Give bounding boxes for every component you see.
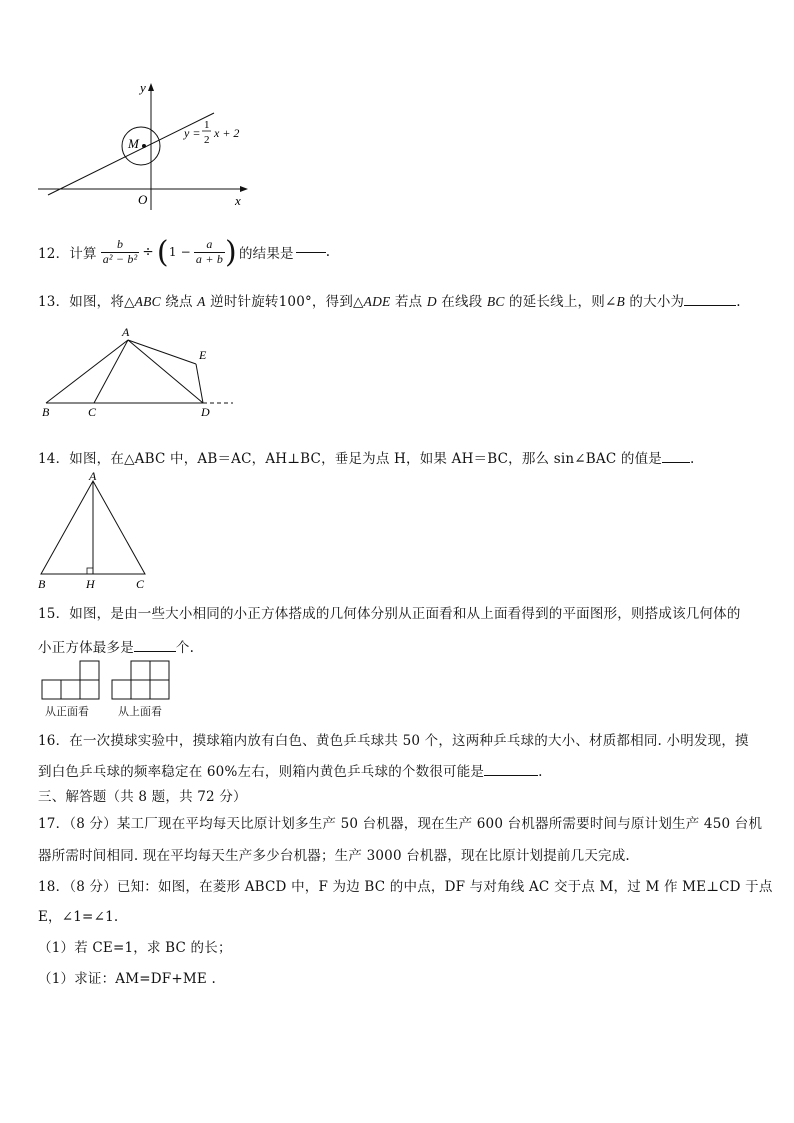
front-view-label: 从正面看 [45, 705, 89, 718]
label-d: D [201, 405, 210, 419]
label-h: H [86, 577, 95, 591]
answer-blank[interactable] [134, 650, 176, 652]
point-m [142, 144, 146, 148]
answer-blank[interactable] [684, 304, 736, 306]
label-c: C [88, 405, 97, 419]
y-axis [148, 83, 154, 210]
fraction-2: $\frac{a}{a + b}$ [195, 236, 224, 266]
origin-label: O [138, 192, 148, 207]
question-16-line2: 到白色乒乓球的频率稳定在 60%左右，则箱内黄色乒乓球的个数很可能是 . [38, 764, 543, 780]
fraction-1: $\frac{b}{\text{a² − b²}}$ [102, 236, 138, 266]
question-17-line1: 17．（8 分）某工厂现在平均每天比原计划多生产 50 台机器，现在生产 600 台机器所需要时间与原计划生产 450 台机 [38, 816, 763, 832]
line-equation [183, 119, 239, 146]
question-12: 12．计算 $\frac{b}{\text{a² − b²}}$ ÷ ( 1 − $\frac{a}{a + b}$ ) 的结果是 . [38, 234, 331, 270]
q11-coordinate-figure [36, 80, 258, 214]
y-axis-label: y [140, 80, 146, 95]
question-18-part1: （1）若 CE=1，求 BC 的长； [38, 940, 232, 956]
svg-text:2: 2 [204, 134, 210, 146]
answer-blank[interactable] [296, 251, 326, 253]
question-13: 13．如图，将△ABC 绕点 A 逆时针旋转100°，得到△ADE 若点 D 在线段 BC 的延长线上，则∠B 的大小为 . [38, 294, 741, 310]
question-18-part2: （1）求证：AM=DF+ME . [38, 971, 216, 987]
svg-text:y =: y = [184, 126, 201, 140]
point-m-label: M [128, 136, 139, 151]
question-18-line1: 18．（8 分）已知：如图，在菱形 ABCD 中，F 为边 BC 的中点，DF 与对角线 AC 交于点 M，过 M 作 ME⊥CD 于点 [38, 879, 773, 895]
front-view [42, 661, 99, 699]
x-axis-label: x [235, 193, 241, 208]
svg-text:1: 1 [204, 119, 210, 131]
label-c: C [136, 577, 145, 591]
question-15-line1: 15．如图，是由一些大小相同的小正方体搭成的几何体分别从正面看和从上面看得到的平面图形，则搭成该几何体的 [38, 606, 741, 622]
q14-figure [36, 470, 151, 592]
top-view [112, 661, 169, 699]
label-b: B [38, 577, 46, 591]
answer-blank[interactable] [662, 461, 690, 463]
svg-text:x + 2: x + 2 [214, 126, 240, 140]
label-b: B [42, 405, 50, 419]
question-18-line2: E，∠1=∠1. [38, 909, 119, 925]
section-title: 三、解答题（共 8 题，共 72 分） [38, 789, 247, 805]
label-a: A [122, 325, 130, 339]
question-17-line2: 器所需时间相同. 现在平均每天生产多少台机器；生产 3000 台机器，现在比原计划提前几天完成. [38, 848, 630, 864]
q13-figure [38, 322, 238, 422]
question-15-line2: 小正方体最多是 个. [38, 640, 195, 656]
top-view-label: 从上面看 [118, 705, 162, 718]
label-e: E [199, 348, 207, 362]
question-14: 14．如图，在△ABC 中，AB＝AC，AH⊥BC，垂足为点 H，如果 AH＝BC，那么 sin∠BAC 的值是 . [38, 451, 695, 467]
answer-blank[interactable] [484, 774, 538, 776]
label-a: A [89, 470, 97, 483]
question-16-line1: 16．在一次摸球实验中，摸球箱内放有白色、黄色乒乓球共 50 个，这两种乒乓球的大小、材质都相同. 小明发现，摸 [38, 733, 749, 749]
